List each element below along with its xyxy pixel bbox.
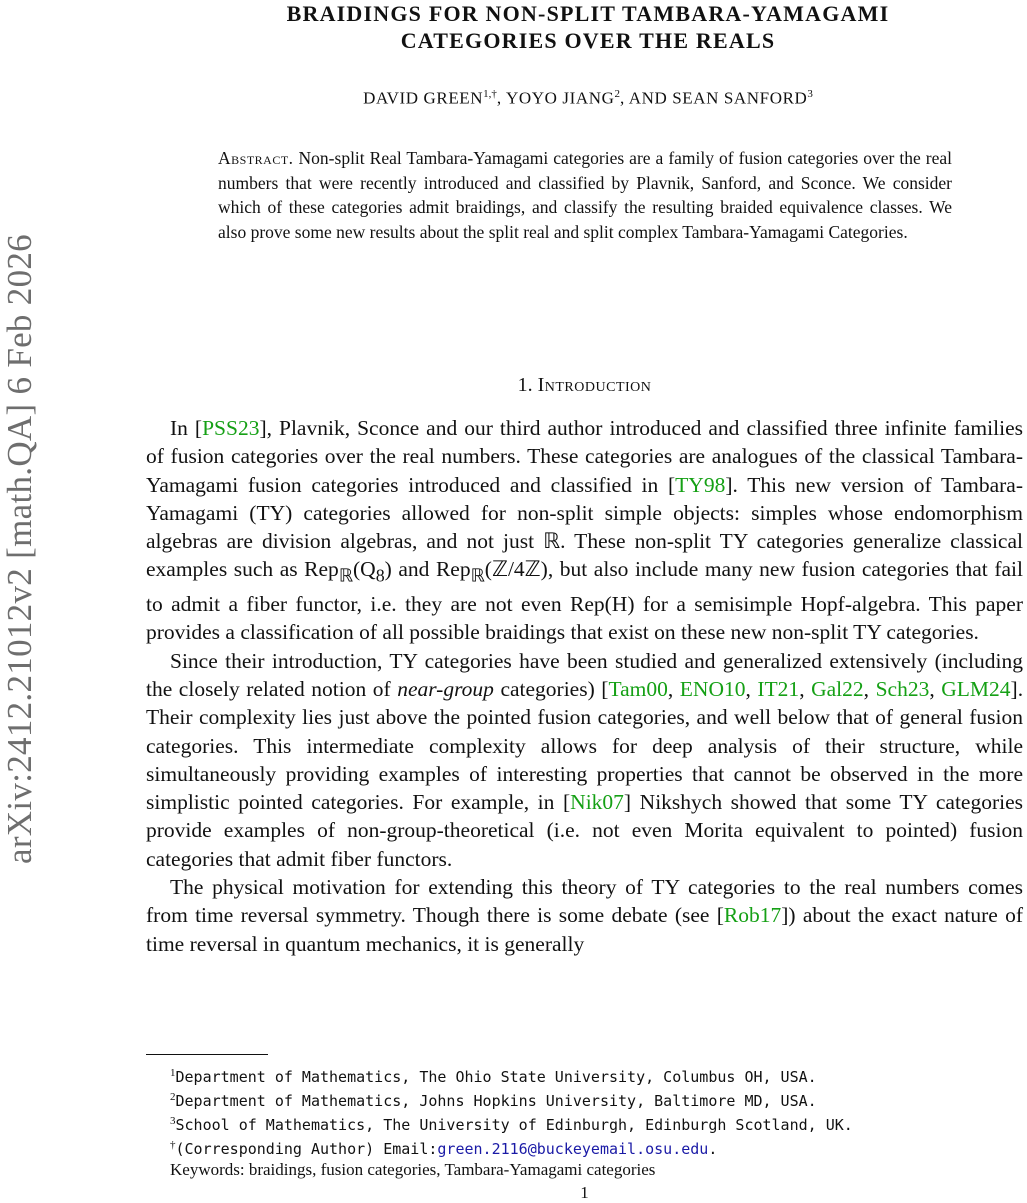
email-link[interactable]: green.2116@buckeyemail.osu.edu (437, 1140, 709, 1158)
citation-link[interactable]: TY98 (675, 472, 726, 497)
citation-link[interactable]: Nik07 (570, 790, 624, 815)
math-subscript: 8 (375, 565, 385, 586)
citation-link[interactable]: IT21 (757, 676, 800, 701)
separator: , (745, 676, 758, 701)
text-run: In [ (170, 416, 203, 440)
text-run: ]. This new version of Tambara-Yamagami (TY) categories allowed for non-split simple objects: simples whose endomorphism algebras are division algebras, and not just ℝ. These non-split TY categories generalize classical examples such as Rep (146, 472, 1023, 582)
title-line-1: BRAIDINGS FOR NON-SPLIT TAMBARA-YAMAGAMI (286, 1, 890, 26)
abstract-text: Non-split Real Tambara-Yamagami categories are a family of fusion categories over the real numbers that were recently introduced and classified by Plavnik, Sanford, and Sconce. We consider which of these categories admit braidings, and classify the resulting braided equivalence classes. We also prove some new results about the split real and split complex Tambara-Yamagami Categories. (218, 148, 952, 242)
text-run: (ℤ/4ℤ), but also include many new fusion categories that fail to admit a fiber functor, i.e. they are not even Rep(H) for a semisimple Hopf-algebra. This paper provides a classification of all possible braidings that exist on these new non-split TY categories. (146, 557, 1023, 645)
author-green-affil: 1,† (483, 88, 497, 100)
author-jiang-affil: 2 (614, 88, 620, 100)
separator: , (863, 676, 876, 701)
footnote-divider (146, 1054, 268, 1055)
arxiv-side-stamp (0, 174, 45, 924)
citation-link[interactable]: GLM24 (941, 676, 1011, 701)
text-run: ]) about the exact nature of time reversal in quantum mechanics, it is generally (146, 903, 1023, 956)
separator: , (667, 676, 680, 701)
author-sanford-affil: 3 (807, 88, 813, 100)
title-line-2: CATEGORIES OVER THE REALS (400, 28, 776, 53)
paragraph-3 (146, 873, 1023, 958)
footnote-3 (170, 1112, 1020, 1134)
footnote-2 (170, 1088, 1020, 1110)
page-number: 1 (580, 1183, 589, 1202)
citation-link[interactable]: Tam00 (608, 676, 668, 701)
abstract-heading: Abstract. (218, 148, 294, 168)
text-run: Since their introduction, TY categories have been studied and generalized extensively (including the closely related notion of (146, 648, 1023, 701)
citation-link[interactable]: Rob17 (723, 903, 782, 928)
author-green: DAVID GREEN (363, 88, 484, 108)
text-run: The physical motivation for extending this theory of TY categories to the real numbers comes from time reversal symmetry. Though there is some debate (see [ (146, 875, 1023, 928)
author-list (150, 88, 1026, 109)
footnote-text: Department of Mathematics, The Ohio State University, Columbus OH, USA. (175, 1068, 817, 1086)
footnote-text: (Corresponding Author) Email: (175, 1140, 438, 1158)
author-sanford: , AND SEAN SANFORD (619, 88, 808, 108)
math-subscript: ℝ (338, 565, 353, 586)
footnote-1 (170, 1064, 1020, 1086)
text-run: ], Plavnik, Sconce and our third author introduced and classified three infinite families of fusion categories over the real numbers. These categories are analogues of the classical Tambara-Yamagami fusion categories introduced and classified in [ (146, 416, 1023, 497)
text-run: (Q (353, 557, 376, 582)
section-title: Introduction (537, 374, 652, 396)
separator: , (799, 676, 812, 701)
emphasis: near-group (397, 676, 494, 701)
citation-link[interactable]: Sch23 (875, 676, 930, 701)
text-run: ] Nikshych showed that some TY categories provide examples of non-group-theoretical (i.e. not even Morita equivalent to pointed) fusion categories that admit fiber functors. (146, 790, 1024, 871)
footnote-text: School of Mathematics, The University of Edinburgh, Edinburgh Scotland, UK. (175, 1116, 853, 1134)
citation-link[interactable]: ENO10 (679, 676, 746, 701)
paragraph-1 (146, 414, 1023, 647)
section-heading (146, 374, 1023, 397)
keywords: Keywords: braidings, fusion categories, Tambara-Yamagami categories (170, 1160, 656, 1179)
text-run: ) and Rep (384, 557, 471, 582)
text-run: ]. Their complexity lies just above the pointed fusion categories, and well below that of general fusion categories. This intermediate complexity allows for deep analysis of their structure, while simultaneously providing examples of interesting properties that cannot be observed in the more simplistic pointed categories. For example, in [ (146, 676, 1024, 815)
paragraph-2 (146, 647, 1023, 873)
citation-link[interactable]: Gal22 (811, 676, 864, 701)
footnote-mark: 1 (170, 1067, 176, 1079)
footnote-mark: † (170, 1139, 176, 1151)
paper-title (150, 0, 1026, 54)
footnote-mark: 2 (170, 1091, 176, 1103)
section-number: 1. (517, 374, 533, 396)
separator: , (929, 676, 942, 701)
footnote-text: Department of Mathematics, Johns Hopkins University, Baltimore MD, USA. (175, 1092, 817, 1110)
abstract (218, 146, 952, 244)
arxiv-identifier: arXiv:2412.21012v2 [math.QA] 6 Feb 2026 (0, 234, 39, 864)
text-run: categories) [ (493, 676, 609, 701)
body-text (146, 414, 1023, 958)
citation-link[interactable]: PSS23 (202, 416, 260, 440)
footnote-corresponding (170, 1136, 1020, 1158)
author-jiang: , YOYO JIANG (496, 88, 615, 108)
footnote-text: . (708, 1140, 718, 1158)
math-subscript: ℝ (470, 565, 485, 586)
footnote-mark: 3 (170, 1115, 176, 1127)
